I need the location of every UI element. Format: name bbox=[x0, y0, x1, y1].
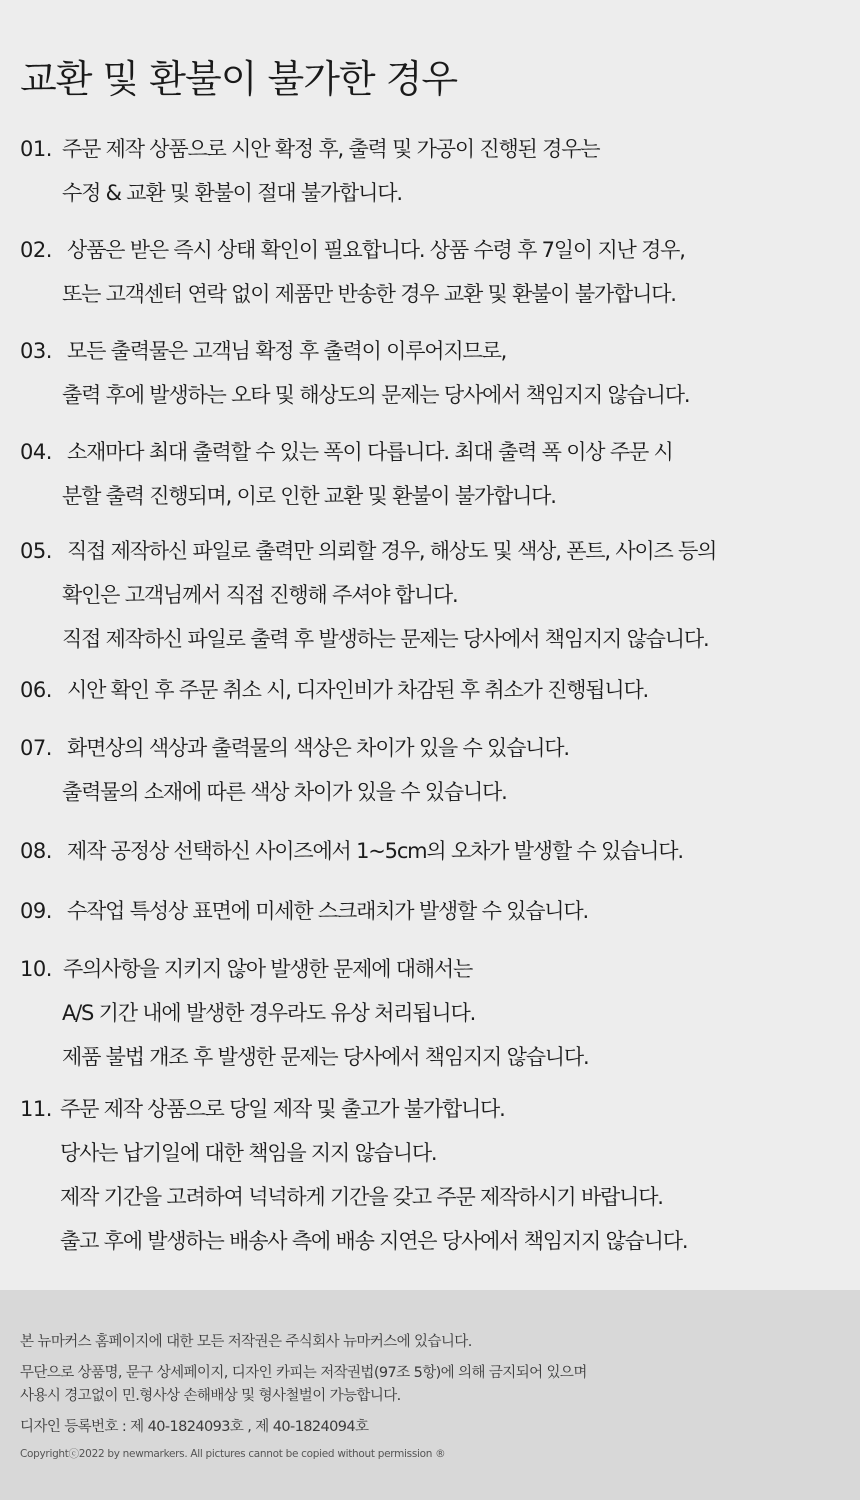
item-text: 확인은 고객님께서 직접 진행해 주셔야 합니다. bbox=[62, 583, 458, 607]
item-text: 수정 & 교환 및 환불이 절대 불가합니다. bbox=[62, 181, 402, 205]
item-text: 주문 제작 상품으로 당일 제작 및 출고가 불가합니다. bbox=[60, 1097, 505, 1121]
footer-design-registration: 디자인 등록번호 : 제 40-1824093호 , 제 40-1824094호 bbox=[20, 1419, 369, 1435]
item-text: 소재마다 최대 출력할 수 있는 폭이 다릅니다. 최대 출력 폭 이상 주문 시 bbox=[67, 440, 673, 464]
item-text: 출고 후에 발생하는 배송사 측에 배송 지연은 당사에서 책임지지 않습니다. bbox=[60, 1229, 688, 1253]
item-text: 출력 후에 발생하는 오타 및 해상도의 문제는 당사에서 책임지지 않습니다. bbox=[62, 383, 690, 407]
item-number: 03. bbox=[20, 339, 52, 363]
list-item bbox=[20, 228, 685, 316]
item-number: 08. bbox=[20, 839, 52, 863]
item-text: 수작업 특성상 표면에 미세한 스크래치가 발생할 수 있습니다. bbox=[67, 899, 588, 923]
item-text: 주의사항을 지키지 않아 발생한 문제에 대해서는 bbox=[63, 957, 473, 981]
item-number: 09. bbox=[20, 899, 52, 923]
footer-warning-line2: 사용시 경고없이 민.형사상 손해배상 및 형사철벌이 가능합니다. bbox=[20, 1388, 401, 1404]
item-number: 01. bbox=[20, 137, 52, 161]
footer-warning-line1: 무단으로 상품명, 문구 상세페이지, 디자인 카피는 저작권법(97조 5항)에 의해 금지되어 있으며 bbox=[20, 1365, 587, 1381]
page-title: 교환 및 환불이 불가한 경우 bbox=[20, 57, 458, 101]
item-text: 또는 고객센터 연락 없이 제품만 반송한 경우 교환 및 환불이 불가합니다. bbox=[62, 282, 676, 306]
item-number: 02. bbox=[20, 238, 52, 262]
item-text: 모든 출력물은 고객님 확정 후 출력이 이루어지므로, bbox=[67, 339, 507, 363]
item-text: A/S 기간 내에 발생한 경우라도 유상 처리됩니다. bbox=[62, 1001, 476, 1025]
item-number: 04. bbox=[20, 440, 52, 464]
copyright-footer bbox=[0, 1290, 860, 1500]
item-text: 직접 제작하신 파일로 출력 후 발생하는 문제는 당사에서 책임지지 않습니다. bbox=[62, 627, 709, 651]
list-item bbox=[20, 947, 588, 1079]
item-number: 06. bbox=[20, 678, 52, 702]
item-text: 상품은 받은 즉시 상태 확인이 필요합니다. 상품 수령 후 7일이 지난 경우, bbox=[67, 238, 685, 262]
list-item bbox=[20, 726, 569, 814]
footer-copyright-notice: 본 뉴마커스 홈페이지에 대한 모든 저작권은 주식회사 뉴마커스에 있습니다. bbox=[20, 1334, 472, 1350]
item-text: 분할 출력 진행되며, 이로 인한 교환 및 환불이 불가합니다. bbox=[62, 484, 556, 508]
list-item bbox=[20, 430, 673, 518]
item-text: 화면상의 색상과 출력물의 색상은 차이가 있을 수 있습니다. bbox=[67, 736, 569, 760]
list-item bbox=[20, 1087, 687, 1263]
item-text: 제작 기간을 고려하여 넉넉하게 기간을 갖고 주문 제작하시기 바랍니다. bbox=[60, 1185, 663, 1209]
list-item bbox=[20, 829, 683, 873]
item-text: 직접 제작하신 파일로 출력만 의뢰할 경우, 해상도 및 색상, 폰트, 사이즈 등의 bbox=[67, 539, 717, 563]
item-text: 주문 제작 상품으로 시안 확정 후, 출력 및 가공이 진행된 경우는 bbox=[62, 137, 600, 161]
item-text: 제작 공정상 선택하신 사이즈에서 1~5cm의 오차가 발생할 수 있습니다. bbox=[67, 839, 683, 863]
item-text: 제품 불법 개조 후 발생한 문제는 당사에서 책임지지 않습니다. bbox=[62, 1045, 589, 1069]
list-item bbox=[20, 668, 648, 712]
list-item bbox=[20, 529, 716, 661]
item-number: 11. bbox=[20, 1097, 52, 1121]
item-text: 시안 확인 후 주문 취소 시, 디자인비가 차감된 후 취소가 진행됩니다. bbox=[67, 678, 649, 702]
footer-copyright: Copyrightⓒ2022 by newmarkers. All pictures cannot be copied without permission ® bbox=[20, 1448, 446, 1460]
item-text: 출력물의 소재에 따른 색상 차이가 있을 수 있습니다. bbox=[62, 780, 507, 804]
list-item bbox=[20, 329, 689, 417]
item-number: 07. bbox=[20, 736, 52, 760]
item-number: 05. bbox=[20, 539, 52, 563]
list-item bbox=[20, 127, 599, 215]
item-number: 10. bbox=[20, 957, 52, 981]
item-text: 당사는 납기일에 대한 책임을 지지 않습니다. bbox=[60, 1141, 437, 1165]
list-item bbox=[20, 889, 588, 933]
